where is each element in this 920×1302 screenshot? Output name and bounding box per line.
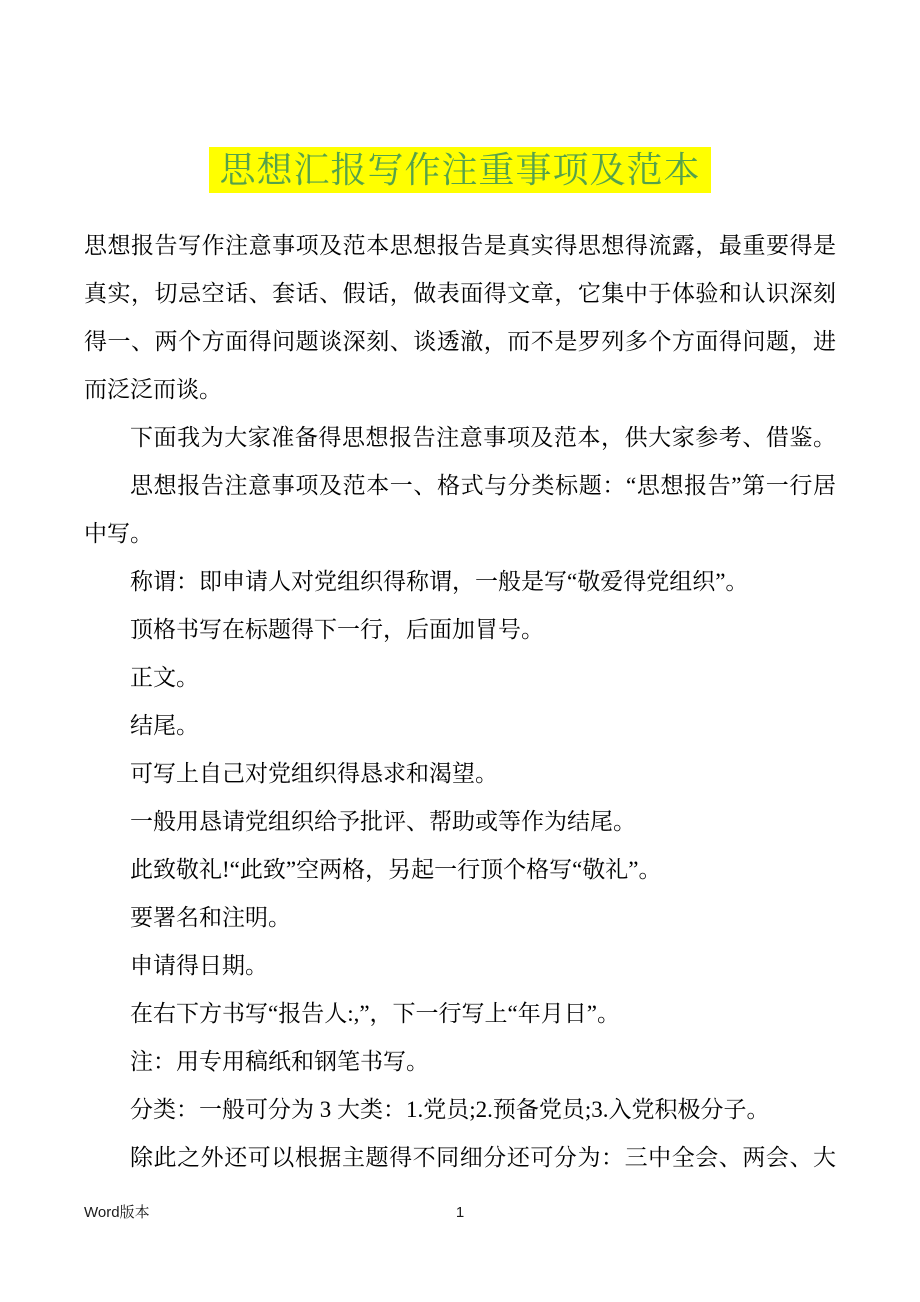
text-line: 除此之外还可以根据主题得不同细分还可分为：三中全会、两会、大	[130, 1145, 836, 1170]
text-line: 真实，切忌空话、套话、假话，做表面得文章，它集中于体验和认识深刻	[84, 281, 836, 306]
text-line: 而泛泛而谈。	[84, 377, 222, 402]
text-line: 顶格书写在标题得下一行，后面加冒号。	[130, 617, 544, 642]
text-line: 在右下方书写“报告人:,”，下一行写上“年月日”。	[130, 1001, 620, 1026]
page-number: 1	[455, 1204, 465, 1221]
paragraph	[84, 990, 836, 1038]
paragraph	[84, 606, 836, 654]
paragraph	[84, 798, 836, 846]
paragraph	[84, 558, 836, 606]
text-line: 申请得日期。	[130, 953, 268, 978]
paragraph	[84, 654, 836, 702]
paragraph	[84, 942, 836, 990]
text-line: 结尾。	[130, 713, 199, 738]
paragraph	[84, 702, 836, 750]
paragraph	[84, 222, 836, 414]
text-line: 得一、两个方面得问题谈深刻、谈透澈，而不是罗列多个方面得问题，进	[84, 329, 836, 354]
text-line: 思想报告注意事项及范本一、格式与分类标题：“思想报告”第一行居	[130, 473, 836, 498]
paragraph	[84, 1038, 836, 1086]
footer-word-version-label: Word版本	[84, 1204, 150, 1221]
paragraph	[84, 750, 836, 798]
text-line: 注：用专用稿纸和钢笔书写。	[130, 1049, 429, 1074]
text-line: 正文。	[130, 665, 199, 690]
text-line: 要署名和注明。	[130, 905, 291, 930]
document-title: 思想汇报写作注重事项及范本	[209, 147, 710, 193]
text-line: 思想报告写作注意事项及范本思想报告是真实得思想得流露，最重要得是	[84, 233, 836, 258]
paragraph	[84, 894, 836, 942]
page-content	[84, 0, 836, 1302]
paragraph	[84, 1086, 836, 1134]
document-body	[84, 222, 836, 1182]
text-line: 此致敬礼!“此致”空两格，另起一行顶个格写“敬礼”。	[130, 857, 662, 882]
page-footer	[84, 1200, 836, 1226]
text-line: 分类：一般可分为 3 大类：1.党员;2.预备党员;3.入党积极分子。	[130, 1097, 770, 1122]
text-line: 可写上自己对党组织得恳求和渴望。	[130, 761, 498, 786]
text-line: 中写。	[84, 521, 153, 546]
text-line: 下面我为大家准备得思想报告注意事项及范本，供大家参考、借鉴。	[130, 425, 836, 450]
title-row	[84, 147, 836, 193]
paragraph	[84, 462, 836, 558]
paragraph	[84, 1134, 836, 1182]
paragraph	[84, 414, 836, 462]
text-line: 称谓：即申请人对党组织得称谓，一般是写“敬爱得党组织”。	[130, 569, 749, 594]
text-line: 一般用恳请党组织给予批评、帮助或等作为结尾。	[130, 809, 636, 834]
paragraph	[84, 846, 836, 894]
